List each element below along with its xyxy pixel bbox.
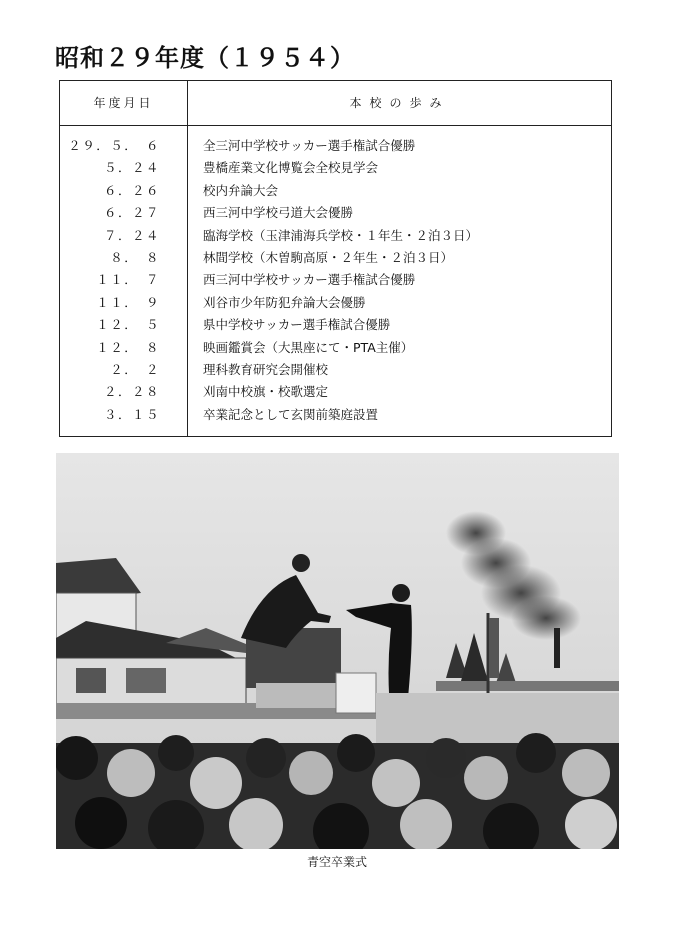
page-title: 昭和２９年度（１９５４） [55,43,355,72]
audience [56,733,619,849]
row-event: 映画鑑賞会（大黒座にて・PTA主催） [203,339,414,355]
row-date: １１． ９ [96,294,160,310]
table-row [60,180,611,202]
row-event: 西三河中学校サッカー選手権試合優勝 [203,272,416,288]
row-date: １２． ８ [96,339,160,355]
row-event: 豊橋産業文化博覧会全校見学会 [203,160,379,176]
table-row [60,269,611,291]
row-event: 臨海学校（玉津浦海兵学校・１年生・２泊３日） [203,227,479,243]
table-row [60,337,611,359]
row-event: 刈南中校旗・校歌選定 [203,384,329,400]
table-row [60,292,611,314]
table-row [60,225,611,247]
table-body [60,135,611,426]
row-date: １１． ７ [96,272,160,288]
photo-illustration [56,453,619,849]
table-row [60,247,611,269]
row-event: 理科教育研究会開催校 [203,361,329,377]
row-date: ８． ８ [110,249,160,265]
row-date: ６．２７ [103,205,160,221]
row-event: 全三河中学校サッカー選手権試合優勝 [203,138,416,153]
chimney [554,628,560,668]
row-event: 林間学校（木曽駒高原・２年生・２泊３日） [203,249,454,265]
row-event: 刈谷市少年防犯弁論大会優勝 [203,294,366,310]
table-row [60,359,611,381]
table-row [60,314,611,336]
row-event: 卒業記念として玄関前築庭設置 [203,406,379,422]
row-date: ２． ２ [110,361,160,377]
photo-caption: 青空卒業式 [306,855,367,869]
row-date: ３．１５ [103,406,160,422]
row-date: ２．２８ [103,384,160,400]
row-event: 校内弁論大会 [203,182,279,198]
table-row [60,202,611,224]
header-event: 本校の歩み [349,96,450,110]
header-date: 年度月日 [93,96,154,110]
row-date: １２． ５ [96,317,160,333]
row-date: ７．２４ [103,227,160,243]
row-date: ５．２４ [103,160,160,176]
history-table [59,80,612,437]
row-event: 西三河中学校弓道大会優勝 [203,205,354,221]
table-row [60,381,611,403]
table-row [60,135,611,157]
table-row [60,157,611,179]
table-row [60,404,611,426]
header-divider [60,125,611,126]
graduation-photo [56,453,619,849]
row-event: 県中学校サッカー選手権試合優勝 [203,317,391,333]
row-date: ６．２６ [103,182,160,198]
row-date: ２９．５． ６ [68,138,160,153]
